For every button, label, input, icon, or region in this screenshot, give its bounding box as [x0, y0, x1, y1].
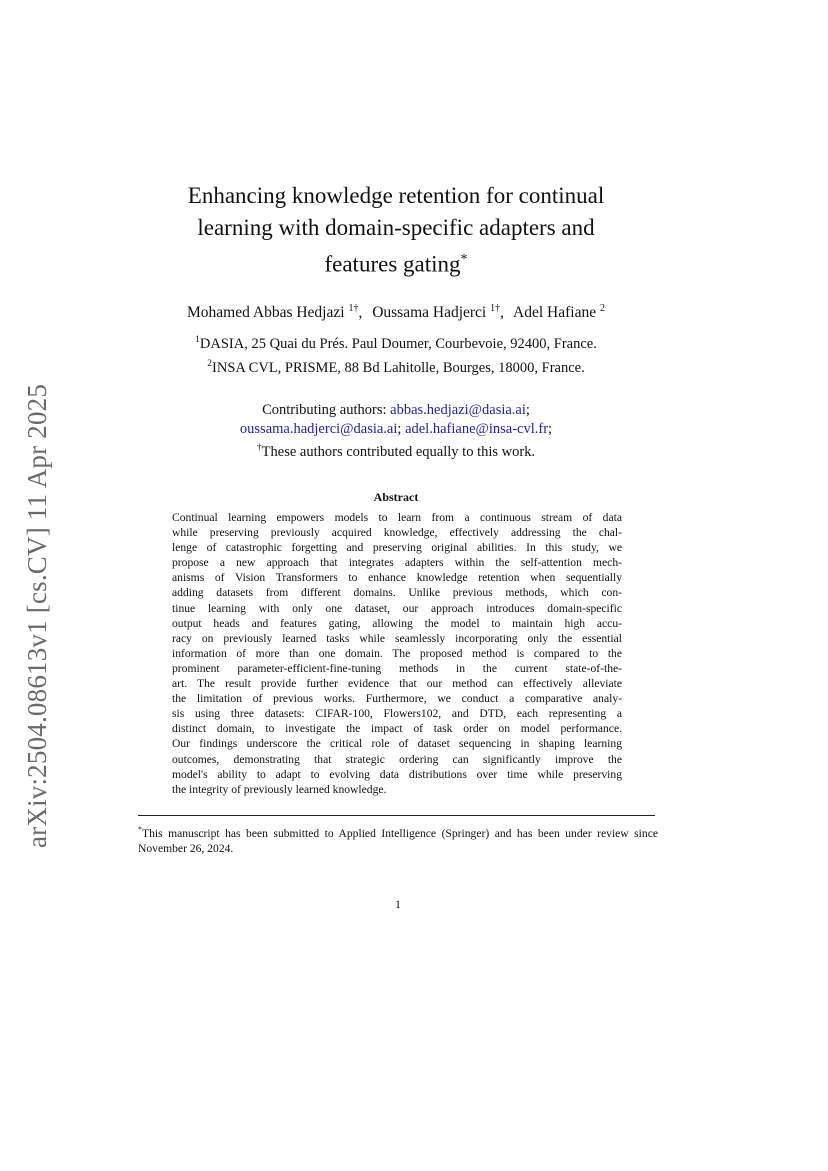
- abstract-line: art. The result provide further evidence that our method can effectively alleviate: [172, 677, 622, 691]
- abstract-line: racy on previously learned tasks while seamlessly incorporating only the essential: [172, 631, 622, 645]
- title-line: Enhancing knowledge retention for continual: [187, 183, 605, 208]
- email-link[interactable]: oussama.hadjerci@dasia.ai: [239, 421, 398, 437]
- title-line-text: features gating: [324, 251, 461, 277]
- email-link[interactable]: adel.hafiane@insa-cvl.fr: [405, 421, 549, 437]
- contributing-label: Contributing authors:: [262, 402, 387, 418]
- footnote-mark: *: [138, 825, 142, 834]
- author-name: Mohamed Abbas Hedjazi: [187, 304, 345, 322]
- title-footnote-mark: *: [460, 252, 468, 267]
- abstract-heading: Abstract: [373, 490, 419, 504]
- abstract-line: distinct domain, to investigate the impact of task order on model performance.: [172, 722, 622, 736]
- title-line: [120, 244, 672, 281]
- page-number: 1: [395, 897, 401, 911]
- equal-contribution-mark: †: [256, 443, 262, 453]
- author-affiliation-mark: 1†: [490, 303, 501, 314]
- paper-title: [120, 180, 672, 281]
- arxiv-identifier-stamp[interactable]: arXiv:2504.08613v1 [cs.CV] 11 Apr 2025: [22, 383, 52, 848]
- abstract-line: outcomes, demonstrating that strategic ordering can significantly improve the: [172, 752, 622, 766]
- email-link[interactable]: abbas.hedjazi@dasia.ai: [390, 402, 526, 418]
- equal-contribution-text: These authors contributed equally to this work.: [261, 443, 536, 460]
- abstract-line: tinue learning with only one dataset, our approach introduces domain-specific: [172, 601, 622, 615]
- abstract-line: prominent parameter-efficient-fine-tuning methods in the current state-of-the-: [172, 661, 622, 675]
- affiliation-mark: 2: [207, 358, 213, 369]
- affiliation-mark: 1: [195, 335, 200, 345]
- affiliation: [110, 330, 682, 354]
- abstract-line: information of more than one domain. The proposed method is compared to the: [172, 646, 622, 660]
- footnote: [138, 822, 658, 857]
- footnote-text: This manuscript has been submitted to Applied Intelligence (Springer) and has been under review since November 26, 2024.: [138, 826, 658, 856]
- title-line: learning with domain-specific adapters and: [197, 215, 595, 240]
- equal-contribution-note: [110, 439, 682, 462]
- author-affiliation-mark: 1†: [348, 303, 359, 314]
- author-affiliation-mark: 2: [599, 303, 605, 314]
- abstract-line: anisms of Vision Transformers to enhance knowledge retention when sequentially: [172, 571, 622, 585]
- affiliation: [110, 354, 682, 378]
- footnote-divider: [138, 815, 655, 816]
- affiliation-text: DASIA, 25 Quai du Prés. Paul Doumer, Courbevoie, 92400, France.: [199, 335, 597, 352]
- affiliation-list: [110, 330, 682, 378]
- abstract-line: while preserving previously acquired knowledge, effectively addressing the chal-: [172, 526, 622, 540]
- abstract-line: Continual learning empowers models to learn from a continuous stream of data: [172, 511, 622, 524]
- affiliation-text: INSA CVL, PRISME, 88 Bd Lahitolle, Bourges, 18000, France.: [212, 359, 585, 376]
- abstract-line: the limitation of previous works. Furthermore, we conduct a comparative analy-: [172, 692, 622, 706]
- abstract-line: model's ability to adapt to evolving data distributions over time while preserving: [172, 767, 622, 781]
- author-name: Adel Hafiane: [513, 304, 597, 322]
- contributing-authors: [110, 401, 682, 462]
- author-name: Oussama Hadjerci: [372, 304, 487, 322]
- abstract-line: output heads and features gating, allowing the model to maintain high accu-: [172, 616, 622, 630]
- abstract-line: lenge of catastrophic forgetting and preserving original abilities. In this study, we: [172, 541, 622, 555]
- abstract-line: sis using three datasets: CIFAR-100, Flowers102, and DTD, each representing a: [172, 707, 622, 721]
- contributing-line: oussama.hadjerci@dasia.ai; adel.hafiane@insa-cvl.fr;: [239, 421, 553, 437]
- abstract-line: Our findings underscore the critical role of dataset sequencing in shaping learning: [172, 737, 622, 751]
- contributing-line: Contributing authors: abbas.hedjazi@dasia.ai;: [262, 402, 530, 418]
- author-list: Mohamed Abbas Hedjazi $^{1\dagger}$, Oussama Hadjerci $^{1\dagger}$, Adel Hafiane $^2$: [187, 303, 605, 322]
- abstract-line: propose a new approach that integrates adapters within the self-attention mech-: [172, 556, 622, 570]
- abstract-line: the integrity of previously learned knowledge.: [172, 782, 387, 796]
- abstract-body: [172, 510, 622, 797]
- abstract-line: adding datasets from different domains. Unlike previous methods, which con-: [172, 586, 622, 600]
